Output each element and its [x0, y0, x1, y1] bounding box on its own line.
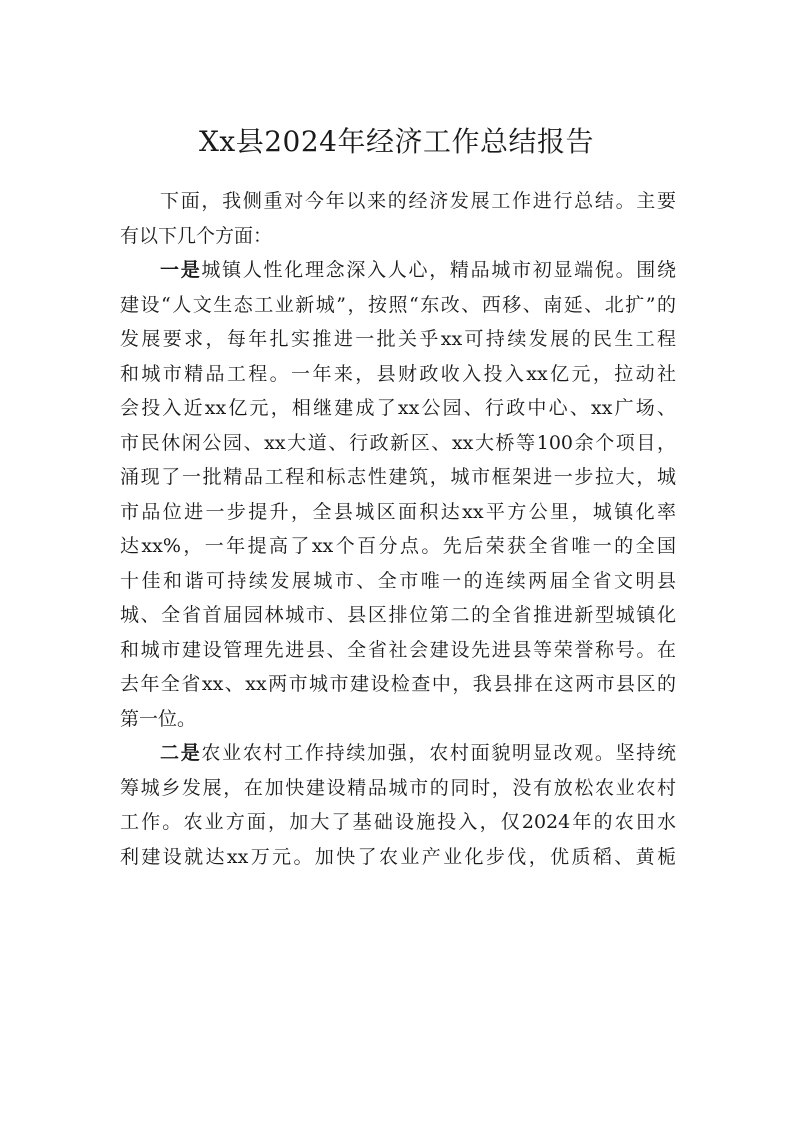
paragraph-2-line-14	[120, 702, 676, 737]
line-text: 去年全省xx、xx两市城市建设检查中，我县排在这两市县区的	[120, 673, 676, 695]
paragraph-3-line-4	[120, 840, 676, 875]
line-text: 下面，我侧重对今年以来的经济发展工作进行总结。主要	[160, 190, 676, 212]
line-text: 工作。农业方面，加大了基础设施投入，仅2024年的农田水	[120, 811, 676, 833]
paragraph-lead: 二是	[160, 742, 202, 764]
paragraph-3-line-2	[120, 771, 676, 806]
line-text: 城镇人性化理念深入人心，精品城市初显端倪。围绕	[201, 259, 676, 281]
line-text: 和城市精品工程。一年来，县财政收入投入xx亿元，拉动社	[120, 362, 676, 385]
paragraph-2-line-13	[120, 667, 676, 702]
line-text: 会投入近xx亿元，相继建成了xx公园、行政中心、xx广场、	[120, 397, 676, 419]
line-text: 达xx%，一年提高了xx个百分点。先后荣获全省唯一的全国	[120, 535, 676, 557]
paragraph-2-line-6	[120, 426, 676, 461]
paragraph-3-line-3	[120, 805, 676, 840]
line-text: 农业农村工作持续加强，农村面貌明显改观。坚持统	[201, 742, 676, 764]
line-text: 发展要求，每年扎实推进一批关乎xx可持续发展的民生工程	[120, 328, 676, 350]
paragraph-1-line-2	[120, 219, 676, 254]
line-text: 市品位进一步提升，全县城区面积达xx平方公里，城镇化率	[120, 500, 676, 523]
line-text: 建设“人文生态工业新城”，按照“东改、西移、南延、北扩”的	[120, 293, 676, 316]
paragraph-2-line-1	[120, 253, 676, 288]
document-title: Xx县2024年经济工作总结报告	[199, 125, 594, 158]
paragraph-2-line-11	[120, 598, 676, 633]
paragraph-2-line-9	[120, 529, 676, 564]
document-body	[120, 184, 676, 874]
line-text: 十佳和谐可持续发展城市、全市唯一的连续两届全省文明县	[120, 569, 676, 592]
line-text: 市民休闲公园、xx大道、行政新区、xx大桥等100余个项目，	[120, 431, 676, 454]
line-text: 涌现了一批精品工程和标志性建筑，城市框架进一步拉大，城	[120, 466, 676, 488]
line-text: 第一位。	[120, 707, 197, 730]
paragraph-2-line-7	[120, 460, 676, 495]
paragraph-2-line-2	[120, 288, 676, 323]
paragraph-1-line-1	[120, 184, 676, 219]
paragraph-lead: 一是	[160, 259, 202, 281]
paragraph-2-line-10	[120, 564, 676, 599]
paragraph-2-line-3	[120, 322, 676, 357]
paragraph-3-line-1	[120, 736, 676, 771]
line-text: 城、全省首届园林城市、县区排位第二的全省推进新型城镇化	[120, 604, 676, 626]
paragraph-2-line-8	[120, 495, 676, 530]
paragraph-2-line-4	[120, 357, 676, 392]
line-text: 筹城乡发展，在加快建设精品城市的同时，没有放松农业农村	[120, 776, 676, 799]
line-text: 利建设就达xx万元。加快了农业产业化步伐，优质稻、黄栀	[120, 845, 676, 868]
paragraph-2-line-12	[120, 633, 676, 668]
line-text: 和城市建设管理先进县、全省社会建设先进县等荣誉称号。在	[120, 638, 676, 661]
line-text: 有以下几个方面：	[120, 224, 273, 247]
paragraph-2-line-5	[120, 391, 676, 426]
